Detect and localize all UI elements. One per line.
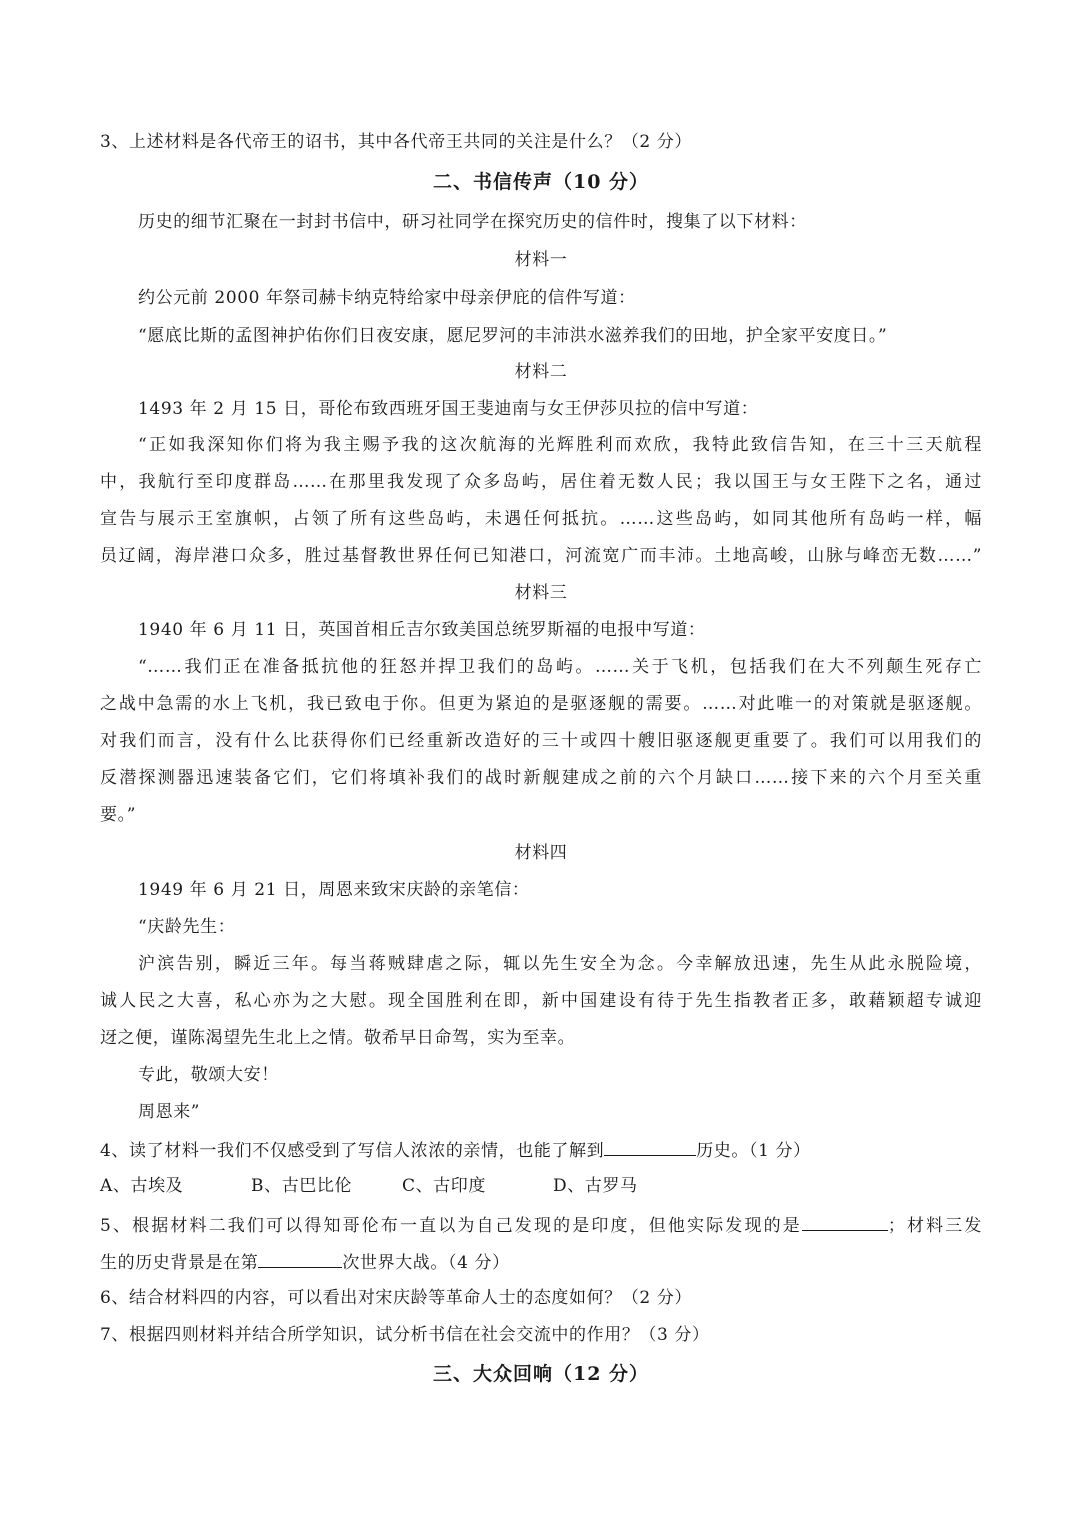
material-2-lead: 1493 年 2 月 15 日，哥伦布致西班牙国王斐迪南与女王伊莎贝拉的信中写道： xyxy=(138,399,759,419)
question-5-text: 次世界大战。（4 分） xyxy=(342,1253,510,1273)
material-2-line: 中，我航行至印度群岛……在那里我发现了众多岛屿，居住着无数人民；我以国王与女王陛下之名，通过 xyxy=(100,472,982,492)
material-2-line: 员辽阔，海岸港口众多，胜过基督教世界任何已知港口，河流宽广而丰沛。土地高峻，山脉与峰峦无数……” xyxy=(100,546,982,566)
question-4 xyxy=(100,1135,982,1165)
material-4-line: 迓之便，谨陈渴望先生北上之情。敬希早日命驾，实为至幸。 xyxy=(100,1028,576,1048)
material-4-salutation: “庆龄先生： xyxy=(138,917,236,937)
section-2-title: 二、书信传声（10 分） xyxy=(432,171,650,193)
question-5-text: ；材料三发 xyxy=(887,1216,983,1236)
section-2-intro: 历史的细节汇聚在一封封书信中，研习社同学在探究历史的信件时，搜集了以下材料： xyxy=(138,212,807,232)
question-5-text: 5、根据材料二我们可以得知哥伦布一直以为自己发现的是印度，但他实际发现的是 xyxy=(100,1216,802,1236)
question-5-text: 生的历史背景是在第 xyxy=(100,1253,259,1273)
material-3-line: 对我们而言，没有什么比获得你们已经重新改造好的三十或四十艘旧驱逐舰更重要了。我们可以用我们的 xyxy=(100,731,982,751)
answer-blank[interactable] xyxy=(258,1247,342,1268)
material-4-closing: 专此，敬颂大安！ xyxy=(138,1065,279,1085)
material-3-line: 反潜探测器迅速装备它们，它们将填补我们的战时新舰建成之前的六个月缺口……接下来的六个月至关重 xyxy=(100,768,982,788)
material-1-title: 材料一 xyxy=(514,250,568,270)
material-3-lead: 1940 年 6 月 11 日，英国首相丘吉尔致美国总统罗斯福的电报中写道： xyxy=(138,620,706,640)
question-6: 6、结合材料四的内容，可以看出对宋庆龄等革命人士的态度如何？（2 分） xyxy=(100,1288,693,1308)
option-b: B、古巴比伦 xyxy=(251,1176,353,1196)
question-3: 3、上述材料是各代帝王的诏书，其中各代帝王共同的关注是什么？（2 分） xyxy=(100,132,693,152)
option-d: D、古罗马 xyxy=(553,1176,638,1196)
material-2-title: 材料二 xyxy=(514,362,568,382)
option-c: C、古印度 xyxy=(402,1176,487,1196)
material-3-line: 要。” xyxy=(100,805,136,825)
material-4-line: 沪滨告别，瞬近三年。每当蒋贼肆虐之际，辄以先生安全为念。今幸解放迅速，先生从此永脱险境， xyxy=(138,954,982,974)
material-1-lead: 约公元前 2000 年祭司赫卡纳克特给家中母亲伊庇的信件写道： xyxy=(138,288,636,308)
question-5-line-2 xyxy=(100,1247,982,1277)
section-3-title: 三、大众回响（12 分） xyxy=(432,1363,650,1385)
answer-blank[interactable] xyxy=(604,1135,696,1156)
material-2-line: “正如我深知你们将为我主赐予我的这次航海的光辉胜利而欢欣，我特此致信告知，在三十三天航程 xyxy=(138,435,982,455)
question-5-line-1 xyxy=(100,1210,982,1240)
material-3-line: 之战中急需的水上飞机，我已致电于你。但更为紧迫的是驱逐舰的需要。……对此唯一的对策就是驱逐舰。 xyxy=(100,694,982,714)
material-2-line: 宣告与展示王室旗帜，占领了所有这些岛屿，未遇任何抵抗。……这些岛屿，如同其他所有岛屿一样，幅 xyxy=(100,509,982,529)
material-4-lead: 1949 年 6 月 21 日，周恩来致宋庆龄的亲笔信： xyxy=(138,880,530,900)
option-a: A、古埃及 xyxy=(100,1176,184,1196)
material-3-line: “……我们正在准备抵抗他的狂怒并捍卫我们的岛屿。……关于飞机，包括我们在大不列颠生死存亡 xyxy=(138,657,982,677)
question-7: 7、根据四则材料并结合所学知识，试分析书信在社会交流中的作用？（3 分） xyxy=(100,1325,710,1345)
material-4-title: 材料四 xyxy=(514,843,568,863)
question-4-text-end: 历史。（1 分） xyxy=(696,1141,811,1161)
answer-blank[interactable] xyxy=(802,1210,888,1231)
material-4-signature: 周恩来” xyxy=(138,1102,201,1122)
material-3-title: 材料三 xyxy=(514,583,568,603)
material-4-line: 诚人民之大喜，私心亦为之大慰。现全国胜利在即，新中国建设有待于先生指教者正多，敢藉颖超专诚迎 xyxy=(100,991,982,1011)
material-1-quote: “愿底比斯的孟图神护佑你们日夜安康，愿尼罗河的丰沛洪水滋养我们的田地，护全家平安度日。” xyxy=(138,326,888,346)
question-4-text: 4、读了材料一我们不仅感受到了写信人浓浓的亲情，也能了解到 xyxy=(100,1141,605,1161)
